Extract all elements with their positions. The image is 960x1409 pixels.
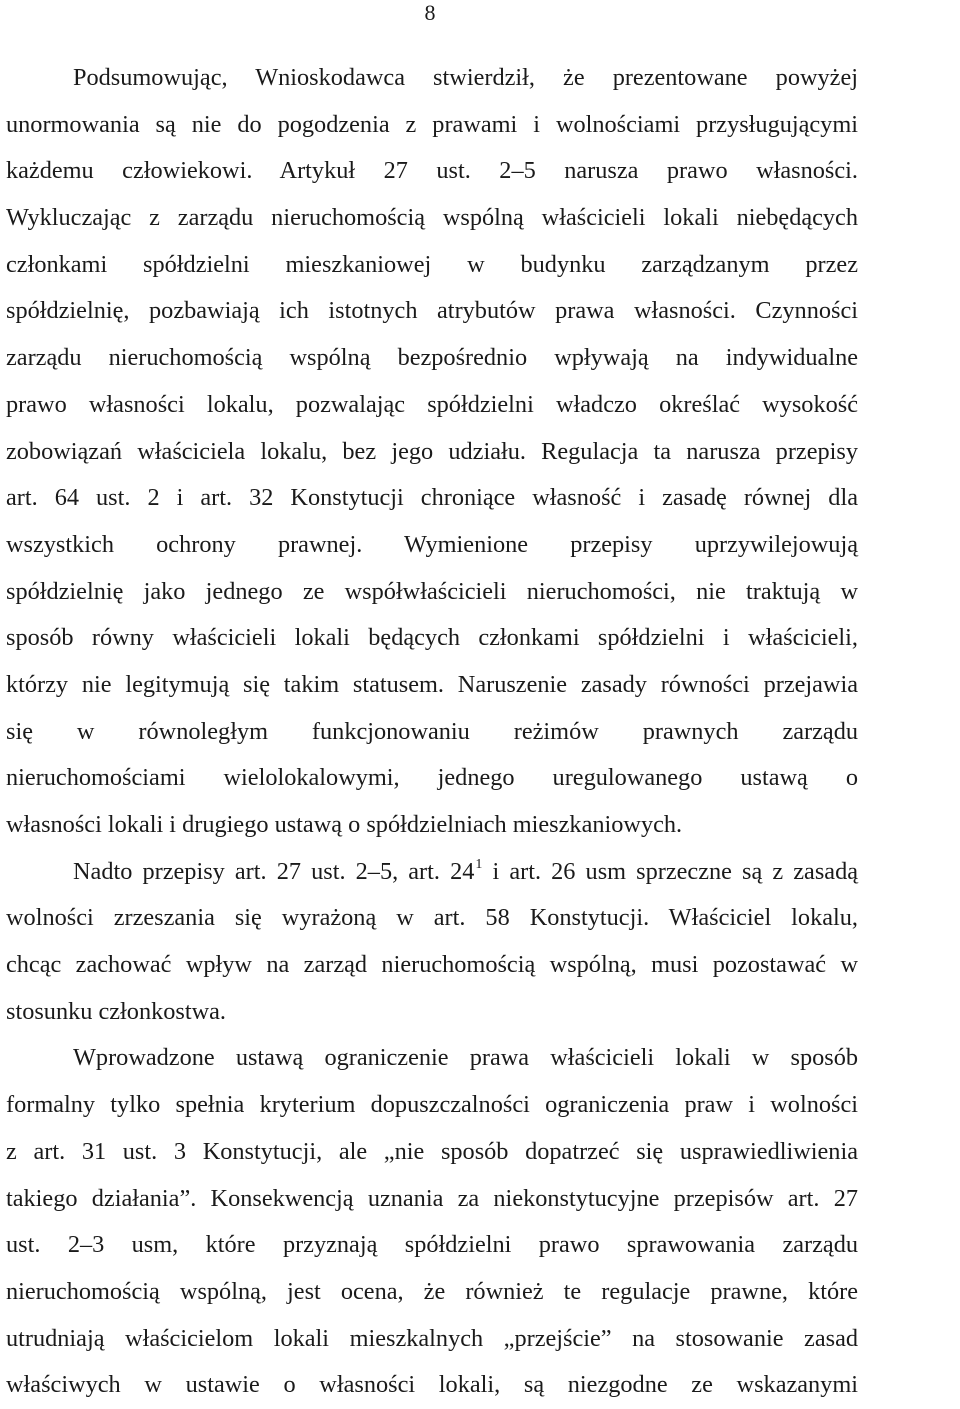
- text-line: spółdzielnię, pozbawiają ich istotnych atrybutów prawa własności. Czynności: [6, 297, 858, 325]
- text-line: wszystkich ochrony prawnej. Wymienione przepisy uprzywilejowują: [6, 530, 858, 558]
- text-line: nieruchomością wspólną, jest ocena, że również te regulacje prawne, które: [6, 1277, 858, 1305]
- text-line: nieruchomościami wielolokalowymi, jednego uregulowanego ustawą o: [6, 764, 858, 792]
- text-line-with-footnote: [6, 849, 858, 896]
- text-line: z art. 31 ust. 3 Konstytucji, ale „nie sposób dopatrzeć się usprawiedliwienia: [6, 1137, 858, 1165]
- page-number: 8: [424, 0, 436, 25]
- text-line: którzy nie legitymują się takim statusem. Naruszenie zasady równości przejawia: [6, 670, 858, 698]
- paragraph-3: [6, 1035, 858, 1409]
- text-line: Wykluczając z zarządu nieruchomością wspólną właścicieli lokali niebędących: [6, 204, 858, 232]
- text-line: własności lokali i drugiego ustawą o spółdzielniach mieszkaniowych.: [6, 811, 683, 838]
- text-line: formalny tylko spełnia kryterium dopuszczalności ograniczenia praw i wolności: [6, 1091, 858, 1119]
- text-line: unormowania są nie do pogodzenia z prawami i wolnościami przysługującymi: [6, 110, 858, 138]
- paragraph-1: [6, 55, 858, 849]
- text-line: członkami spółdzielni mieszkaniowej w budynku zarządzanym przez: [6, 250, 858, 278]
- text-line: takiego działania”. Konsekwencją uznania za niekonstytucyjne przepisów art. 27: [6, 1184, 858, 1212]
- text-line: wolności zrzeszania się wyrażoną w art. 58 Konstytucji. Właściciel lokalu,: [6, 904, 858, 932]
- text-line: spółdzielnię jako jednego ze współwłaścicieli nieruchomości, nie traktują w: [6, 577, 858, 605]
- text-line: sposób równy właścicieli lokali będących członkami spółdzielni i właścicieli,: [6, 624, 858, 652]
- text-line: utrudniają właścicielom lokali mieszkalnych „przejście” na stosowanie zasad: [6, 1324, 858, 1352]
- text-line: prawo własności lokalu, pozwalając spółdzielni władczo określać wysokość: [6, 390, 858, 418]
- text-line: Podsumowując, Wnioskodawca stwierdził, że prezentowane powyżej: [73, 64, 858, 91]
- superscript: 1: [475, 856, 483, 872]
- text-line: ust. 2–3 usm, które przyznają spółdzielni prawo sprawowania zarządu: [6, 1231, 858, 1259]
- text-line: się w równoległym funkcjonowaniu reżimów prawnych zarządu: [6, 717, 858, 745]
- text-line: właściwych w ustawie o własności lokali, są niezgodne ze wskazanymi: [6, 1371, 858, 1399]
- text-line: zobowiązań właściciela lokalu, bez jego udziału. Regulacja ta narusza przepisy: [6, 437, 858, 465]
- text-segment: Nadto przepisy art. 27 ust. 2–5, art. 24: [73, 857, 475, 885]
- body-text: [6, 55, 858, 1409]
- paragraph-2: [6, 849, 858, 1036]
- text-line: chcąc zachować wpływ na zarząd nieruchomością wspólną, musi pozostawać w: [6, 951, 858, 979]
- text-segment: i art. 26 usm sprzeczne są z zasadą: [482, 857, 858, 885]
- text-line: art. 64 ust. 2 i art. 32 Konstytucji chroniące własność i zasadę równej dla: [6, 484, 858, 512]
- text-line: Wprowadzone ustawą ograniczenie prawa właścicieli lokali w sposób: [73, 1044, 858, 1072]
- text-line: zarządu nieruchomością wspólną bezpośrednio wpływają na indywidualne: [6, 344, 858, 372]
- text-line: stosunku członkostwa.: [6, 997, 227, 1025]
- text-line: każdemu człowiekowi. Artykuł 27 ust. 2–5 narusza prawo własności.: [6, 157, 858, 185]
